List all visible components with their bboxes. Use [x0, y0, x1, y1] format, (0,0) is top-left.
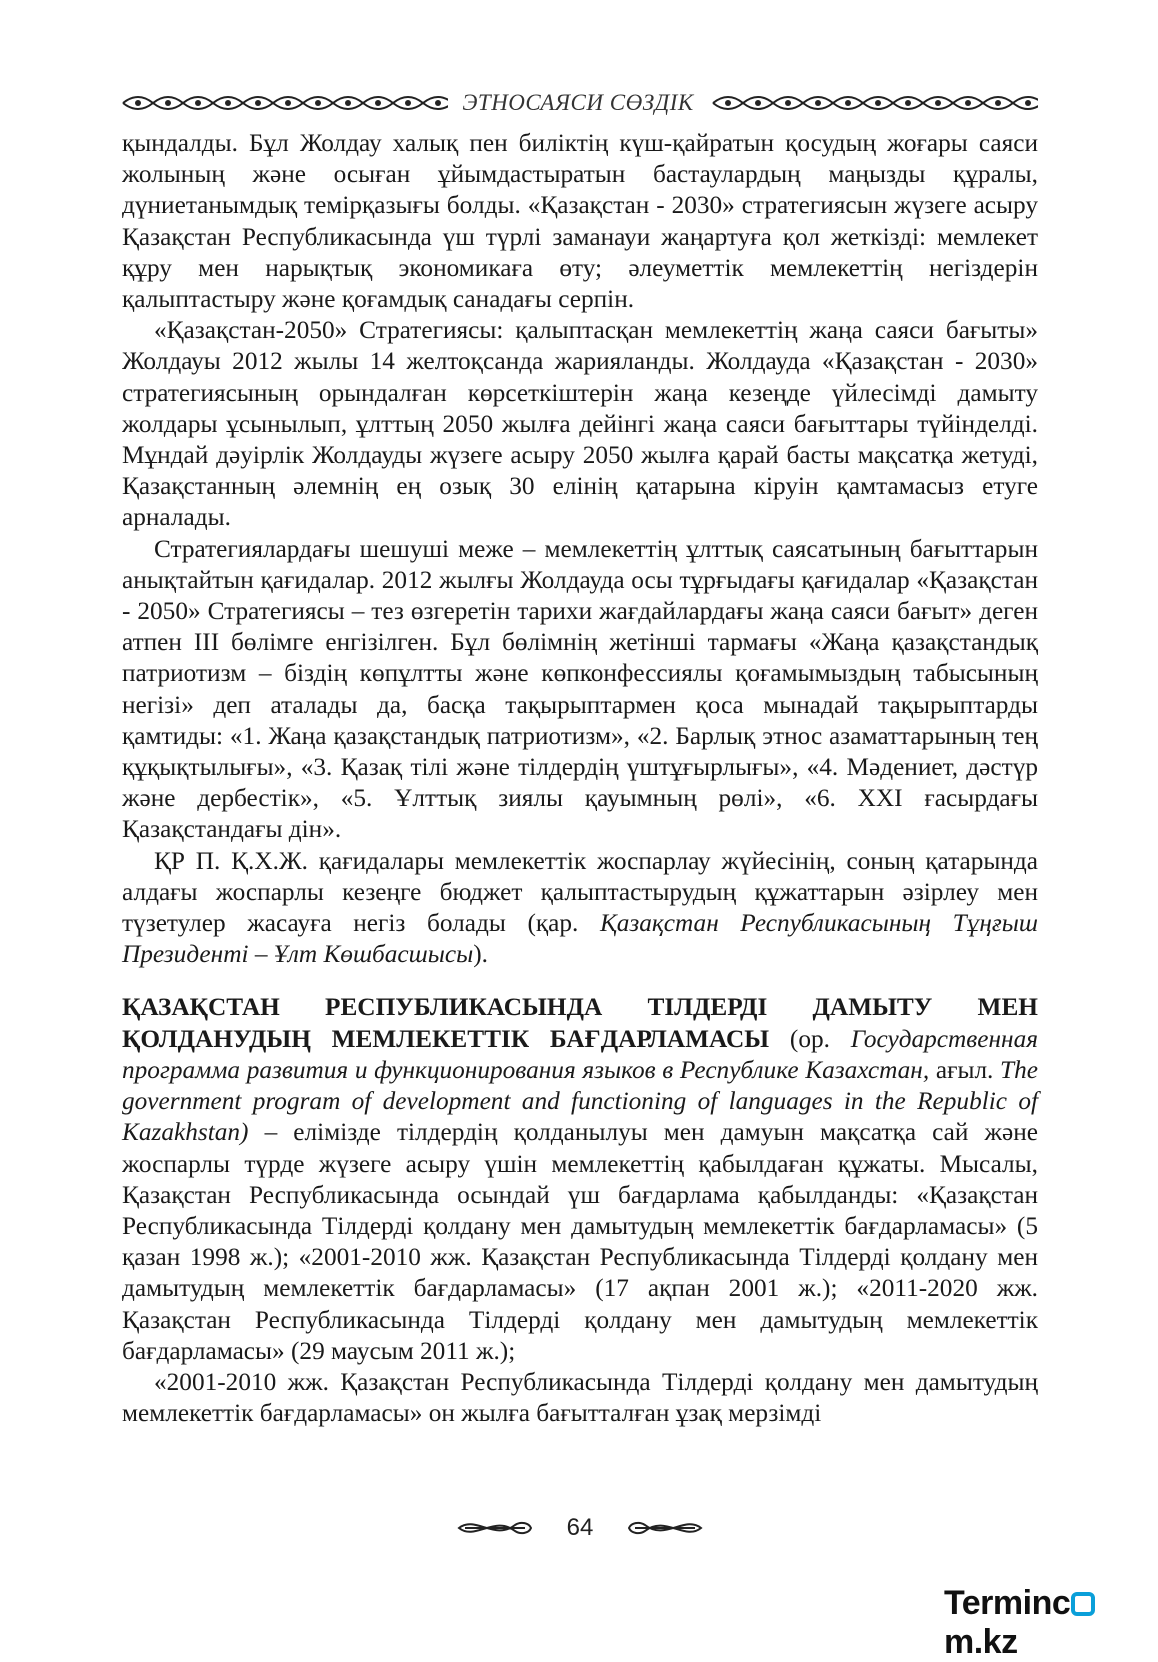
paragraph-text: ҚР П. Қ.Х.Ж. қағидалары мемлекеттік жоспарлау жүйесінің, соның қатарында алдағы жоспарлы кезеңге бюджет қалыптастырудың құжаттарын әзірлеу мен түзетулер жасауға негіз болады (қар. — [122, 846, 1038, 938]
flourish-left-icon — [455, 1517, 535, 1539]
page-number: 64 — [566, 1514, 594, 1541]
paragraph: «Қазақстан-2050» Стратегиясы: қалыптасқан мемлекеттің жаңа саяси бағыты» Жолдауы 2012 жылы 14 желтоқсанда жарияланды. Жолдауда «Қазақстан - 2030» стратегиясының орындалған көрсеткіштерін жаңа кезеңде үйлесімді дамыту жолдары ұсынылып, ұлттың 2050 жылға дейінгі жаңа саяси бағыттары түйінделді. Мұндай дәуірлік Жолдауды жүзеге асыру 2050 жылға қарай басты мақсатқа жетуді, Қазақстанның әлемнің ең озық 30 елінің қатарына кіруін қамтамасыз етуге арналады. — [122, 316, 1038, 532]
running-header — [118, 86, 1038, 120]
paragraph-tail: ). — [473, 940, 488, 969]
dictionary-entry — [122, 992, 1038, 1366]
page-footer — [430, 1512, 730, 1544]
entry-spacer — [122, 970, 1038, 992]
entry-ru-term: Государственная программа развития и функционирования языков в Республике Казахстан, — [122, 1024, 1038, 1084]
entry-en-prefix: ағыл. — [929, 1055, 1001, 1084]
ornament-left-icon — [118, 91, 448, 115]
watermark-logo — [944, 1584, 1158, 1662]
watermark-text-start: Terminc — [944, 1584, 1071, 1622]
watermark-square-icon — [1071, 1592, 1095, 1616]
paragraph: «2001-2010 жж. Қазақстан Республикасында Тілдерді қолдану мен дамытудың мемлекеттік бағдарламасы» он жылға бағытталған ұзақ мерзімді — [122, 1367, 1038, 1428]
header-title: ЭТНОСАЯСИ СӨЗДІК — [462, 90, 694, 115]
page-body — [122, 128, 1038, 1429]
paragraph: қындалды. Бұл Жолдау халық пен биліктің күш-қайратын қосудың жоғары саяси жолының және осыған ұйымдастыратын бастаулардың маңызды құралы, дүниетанымдық темірқазығы болды. «Қазақстан - 2030» стратегиясын жүзеге асыру Қазақстан Республикасында үш түрлі заманауи жаңартуға қол жеткізді: мемлекет құру мен нарықтық экономикаға өту; әлеуметтік мемлекеттің негіздерін қалыптастыру және қоғамдық санадағы серпін. — [122, 129, 1038, 314]
cross-reference: Қазақстан Республикасының Тұңғыш Президенті – Ұлт Көшбасшысы — [122, 909, 1038, 969]
entry-definition: – елімізде тілдердің қолданылуы мен дамуын мақсатқа сай және жоспарлы түрде жүзеге асыру үшін мемлекеттің қабылдаған құжаты. Мысалы, Қазақстан Республикасында осындай үш бағдарлама қабылданды: «Қазақстан Республикасында Тілдерді қолдану мен дамытудың мемлекеттік бағдарламасы» (5 қазан 1998 ж.); «2001-2010 жж. Қазақстан Республикасында Тілдерді қолдану мен дамытудың мемлекеттік бағдарламасы» (17 ақпан 2001 ж.); «2011-2020 жж. Қазақстан Республикасында Тілдерді қолдану мен дамытудың мемлекеттік бағдарламасы» (29 маусым 2011 ж.); — [122, 1118, 1038, 1365]
entry-heading: ҚАЗАҚСТАН РЕСПУБЛИКАСЫНДА ТІЛДЕРДІ ДАМЫТУ МЕН ҚОЛДАНУДЫҢ МЕМЛЕКЕТТІК БАҒДАРЛАМАСЫ — [122, 993, 1038, 1053]
paragraph — [122, 846, 1038, 971]
watermark-text-end: m.kz — [944, 1623, 1018, 1661]
entry-en-term: The government program of development and functioning of languages in the Republic of Kazakhstan) — [122, 1055, 1038, 1147]
flourish-right-icon — [625, 1517, 705, 1539]
ornament-right-icon — [708, 91, 1038, 115]
entry-ru-prefix: (ор. — [769, 1024, 851, 1053]
paragraph: Стратегиялардағы шешуші меже – мемлекеттің ұлттық саясатының бағыттарын анықтайтын қағидалар. 2012 жылғы Жолдауда осы тұрғыдағы қағидалар «Қазақстан - 2050» Стратегиясы – тез өзгеретін тарихи жағдайлардағы жаңа саяси бағыт» деген атпен ІІІ бөлімге енгізілген. Бұл бөлімнің жетінші тармағы «Жаңа қазақстандық патриотизм – біздің көпұлтты және көпконфессиялы қоғамымыздың табысының негізі» деп аталады да, басқа тақырыптармен қоса мынадай тақырыптарды қамтиды: «1. Жаңа қазақстандық патриотизм», «2. Барлық этнос азаматтарының тең құқықтылығы», «3. Қазақ тілі және тілдердің үштұғырлығы», «4. Мәдениет, дәстүр және дербестік», «5. Ұлттық зиялы қауымның рөлі», «6. XXI ғасырдағы Қазақстандағы дін». — [122, 534, 1038, 844]
